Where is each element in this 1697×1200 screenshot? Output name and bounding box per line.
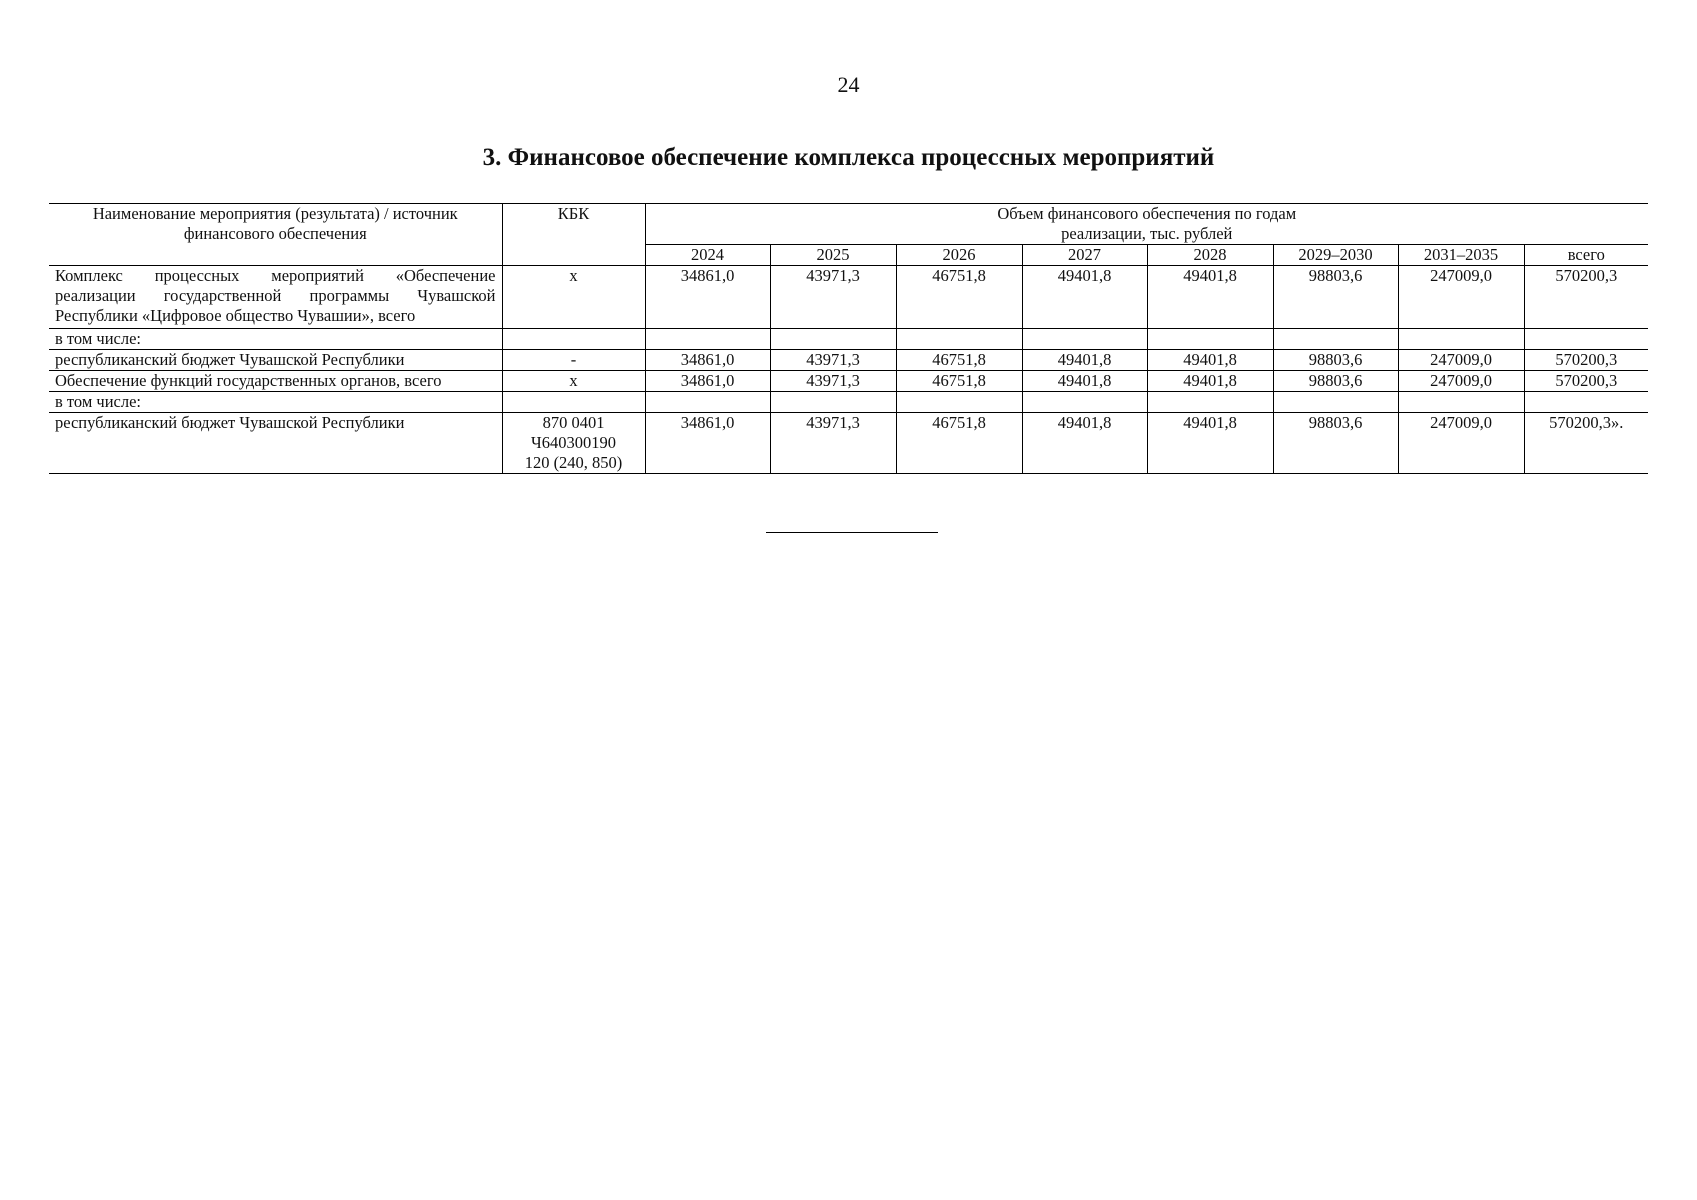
row-value [1022, 392, 1147, 413]
row-value: 46751,8 [896, 413, 1022, 474]
row-value: 98803,6 [1273, 413, 1398, 474]
row-value: 247009,0 [1398, 266, 1524, 329]
row-kbk [502, 392, 645, 413]
kbk-line: 870 0401 [542, 413, 605, 432]
header-year: 2024 [645, 245, 770, 266]
row-value: 43971,3 [770, 371, 896, 392]
row-name: республиканский бюджет Чувашской Республики [49, 413, 502, 474]
row-value [1398, 392, 1524, 413]
row-value [1273, 392, 1398, 413]
header-year: 2027 [1022, 245, 1147, 266]
row-name: Комплекс процессных мероприятий «Обеспечение реализации государственной программы Чувашской Республики «Цифровое общество Чувашии», всего [49, 266, 502, 329]
header-year: 2031–2035 [1398, 245, 1524, 266]
header-volume-line-2: реализации, тыс. рублей [1061, 224, 1233, 243]
row-value: 49401,8 [1147, 413, 1273, 474]
row-value [1147, 329, 1273, 350]
row-value [1524, 392, 1648, 413]
row-value: 34861,0 [645, 413, 770, 474]
row-value: 49401,8 [1147, 371, 1273, 392]
row-value [1398, 329, 1524, 350]
row-value [1524, 329, 1648, 350]
table-row [49, 329, 1648, 350]
row-value: 570200,3». [1524, 413, 1648, 474]
row-value [645, 392, 770, 413]
row-value: 247009,0 [1398, 371, 1524, 392]
header-volume-group [645, 204, 1648, 245]
row-kbk: x [502, 371, 645, 392]
row-value: 34861,0 [645, 371, 770, 392]
row-value [1273, 329, 1398, 350]
header-year: 2029–2030 [1273, 245, 1398, 266]
row-value: 570200,3 [1524, 350, 1648, 371]
row-value [645, 329, 770, 350]
kbk-line: 120 (240, 850) [524, 453, 623, 472]
page-number: 24 [837, 72, 860, 97]
row-value: 46751,8 [896, 266, 1022, 329]
header-year: 2028 [1147, 245, 1273, 266]
row-name: Обеспечение функций государственных органов, всего [49, 371, 502, 392]
row-kbk [502, 329, 645, 350]
row-value: 98803,6 [1273, 371, 1398, 392]
row-value: 49401,8 [1147, 350, 1273, 371]
row-value: 43971,3 [770, 266, 896, 329]
financing-table [49, 203, 1648, 474]
table-row [49, 413, 1648, 474]
row-value: 98803,6 [1273, 350, 1398, 371]
row-value [896, 329, 1022, 350]
row-value [770, 392, 896, 413]
header-year: 2025 [770, 245, 896, 266]
kbk-line: Ч640300190 [531, 433, 616, 452]
row-value: 247009,0 [1398, 413, 1524, 474]
section-title: 3. Финансовое обеспечение комплекса процессных мероприятий [482, 144, 1215, 171]
row-value: 46751,8 [896, 350, 1022, 371]
row-kbk [502, 413, 645, 474]
table-row [49, 392, 1648, 413]
header-total: всего [1524, 245, 1648, 266]
footer-rule [766, 532, 938, 533]
row-value: 570200,3 [1524, 266, 1648, 329]
header-row-1 [49, 204, 1648, 245]
row-value: 247009,0 [1398, 350, 1524, 371]
row-value [896, 392, 1022, 413]
row-value: 34861,0 [645, 266, 770, 329]
row-value: 49401,8 [1022, 266, 1147, 329]
row-value: 49401,8 [1022, 413, 1147, 474]
row-value: 46751,8 [896, 371, 1022, 392]
row-value: 34861,0 [645, 350, 770, 371]
row-value: 43971,3 [770, 413, 896, 474]
row-value: 49401,8 [1022, 350, 1147, 371]
row-name: в том числе: [49, 392, 502, 413]
header-volume-line-1: Объем финансового обеспечения по годам [997, 204, 1297, 223]
row-value: 49401,8 [1147, 266, 1273, 329]
row-value: 49401,8 [1022, 371, 1147, 392]
row-value: 98803,6 [1273, 266, 1398, 329]
row-name: республиканский бюджет Чувашской Республики [49, 350, 502, 371]
header-name-column: Наименование мероприятия (результата) / источник финансового обеспечения [49, 204, 502, 266]
row-kbk: x [502, 266, 645, 329]
header-year: 2026 [896, 245, 1022, 266]
row-kbk: - [502, 350, 645, 371]
row-name: в том числе: [49, 329, 502, 350]
header-kbk-column: КБК [502, 204, 645, 266]
table-row [49, 350, 1648, 371]
table-row [49, 371, 1648, 392]
row-value: 43971,3 [770, 350, 896, 371]
row-value: 570200,3 [1524, 371, 1648, 392]
row-value [1022, 329, 1147, 350]
table-row [49, 266, 1648, 329]
row-value [770, 329, 896, 350]
row-value [1147, 392, 1273, 413]
